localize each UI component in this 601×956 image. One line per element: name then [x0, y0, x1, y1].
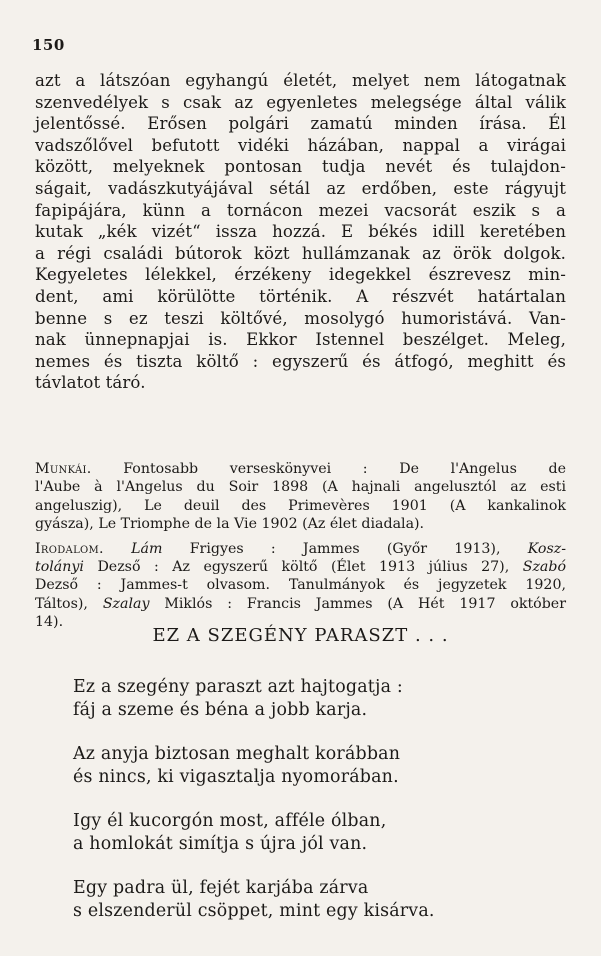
stanza — [73, 676, 533, 722]
author-name: tolányi — [35, 559, 84, 576]
stanza — [73, 877, 533, 923]
literature-line: Dezső : Jammes-t olvasom. Tanulmányok és jegyzetek 1920, — [35, 577, 566, 594]
prose-line: benne s ez teszi költővé, mosolygó humoristává. Van- — [35, 308, 566, 328]
prose-line: ságait, vadászkutyájával sétál az erdőben, este rágyujt — [35, 178, 566, 198]
prose-line: nak ünnepnapjai is. Ekkor Istennel beszélget. Meleg, — [35, 330, 566, 350]
literature-label: Irodalom. — [35, 540, 104, 557]
works-text: Fontosabb verseskönyvei : De l'Angelus de — [123, 461, 566, 477]
poem-body — [73, 676, 533, 944]
author-name: Szalay — [102, 595, 150, 612]
author-name: Lám — [131, 540, 163, 557]
works-label: Munkái. — [35, 461, 92, 477]
citation-text: Táltos), — [35, 595, 88, 612]
stanza — [73, 810, 533, 856]
prose-line: távlatot táró. — [35, 373, 146, 393]
prose-line: a régi családi bútorok közt hullámzanak az örök dolgok. — [35, 243, 566, 263]
citation-text: Miklós : Francis Jammes (A Hét 1917 október — [164, 595, 566, 612]
verse-line: Ez a szegény paraszt azt hajtogatja : — [73, 677, 403, 697]
author-name: Szabó — [522, 559, 566, 576]
bibliography-notes — [35, 460, 566, 638]
literature-line — [35, 595, 566, 613]
works-line: angeluszig), Le deuil des Primevères 1901 (A kankalinok — [35, 497, 566, 514]
literature-line — [35, 540, 566, 558]
verse-line: fáj a szeme és béna a jobb karja. — [73, 700, 368, 720]
prose-line: dent, ami körülötte történik. A részvét határtalan — [35, 286, 566, 306]
verse-line: Igy él kucorgón most, afféle ólban, — [73, 811, 387, 831]
prose-line: vadszőlővel befutott vidéki házában, nappal a virágai — [35, 135, 566, 155]
page-number: 150 — [32, 36, 65, 54]
works-line: gyásza), Le Triomphe de la Vie 1902 (Az élet diadala). — [35, 516, 425, 533]
literature-note — [35, 540, 566, 632]
works-line: l'Aube à l'Angelus du Soir 1898 (A hajnali angelusztól az esti — [35, 479, 566, 496]
literature-line — [35, 558, 566, 576]
verse-line: a homlokát simítja s újra jól van. — [73, 834, 368, 854]
verse-line: és nincs, ki vigasztalja nyomorában. — [73, 767, 399, 787]
prose-line: jelentőssé. Erősen polgári zamatú minden írása. Él — [35, 114, 566, 134]
works-line — [35, 460, 566, 478]
prose-line: nemes és tiszta költő : egyszerű és átfogó, meghitt és — [35, 351, 566, 371]
prose-line: azt a látszóan egyhangú életét, melyet nem látogatnak — [35, 71, 566, 90]
prose-line: szenvedélyek s csak az egyenletes melegsége által válik — [35, 92, 566, 112]
citation-text: Frigyes : Jammes (Győr 1913), — [189, 540, 501, 557]
prose-line: fapipájára, künn a tornácon mezei vacsorát eszik s a — [35, 200, 566, 220]
poem-title: EZ A SZEGÉNY PARASZT . . . — [152, 625, 449, 646]
literature-line: 14). — [35, 614, 64, 631]
citation-text: Dezső : Az egyszerű költő (Élet 1913 július 27), — [97, 559, 510, 576]
works-note — [35, 460, 566, 534]
prose-line: kutak „kék vizét“ issza hozzá. E békés idill keretében — [35, 222, 566, 242]
author-name: Kosz- — [527, 540, 567, 557]
verse-line: Az anyja biztosan meghalt korábban — [73, 744, 401, 764]
prose-line: Kegyeletes lélekkel, érzékeny idegekkel észrevesz min- — [35, 265, 566, 285]
stanza — [73, 743, 533, 789]
verse-line: s elszenderül csöppet, mint egy kisárva. — [73, 901, 435, 921]
prose-line: között, melyeknek pontosan tudja nevét és tulajdon- — [35, 157, 566, 177]
biography-paragraph — [35, 70, 566, 394]
verse-line: Egy padra ül, fejét karjába zárva — [73, 878, 369, 898]
